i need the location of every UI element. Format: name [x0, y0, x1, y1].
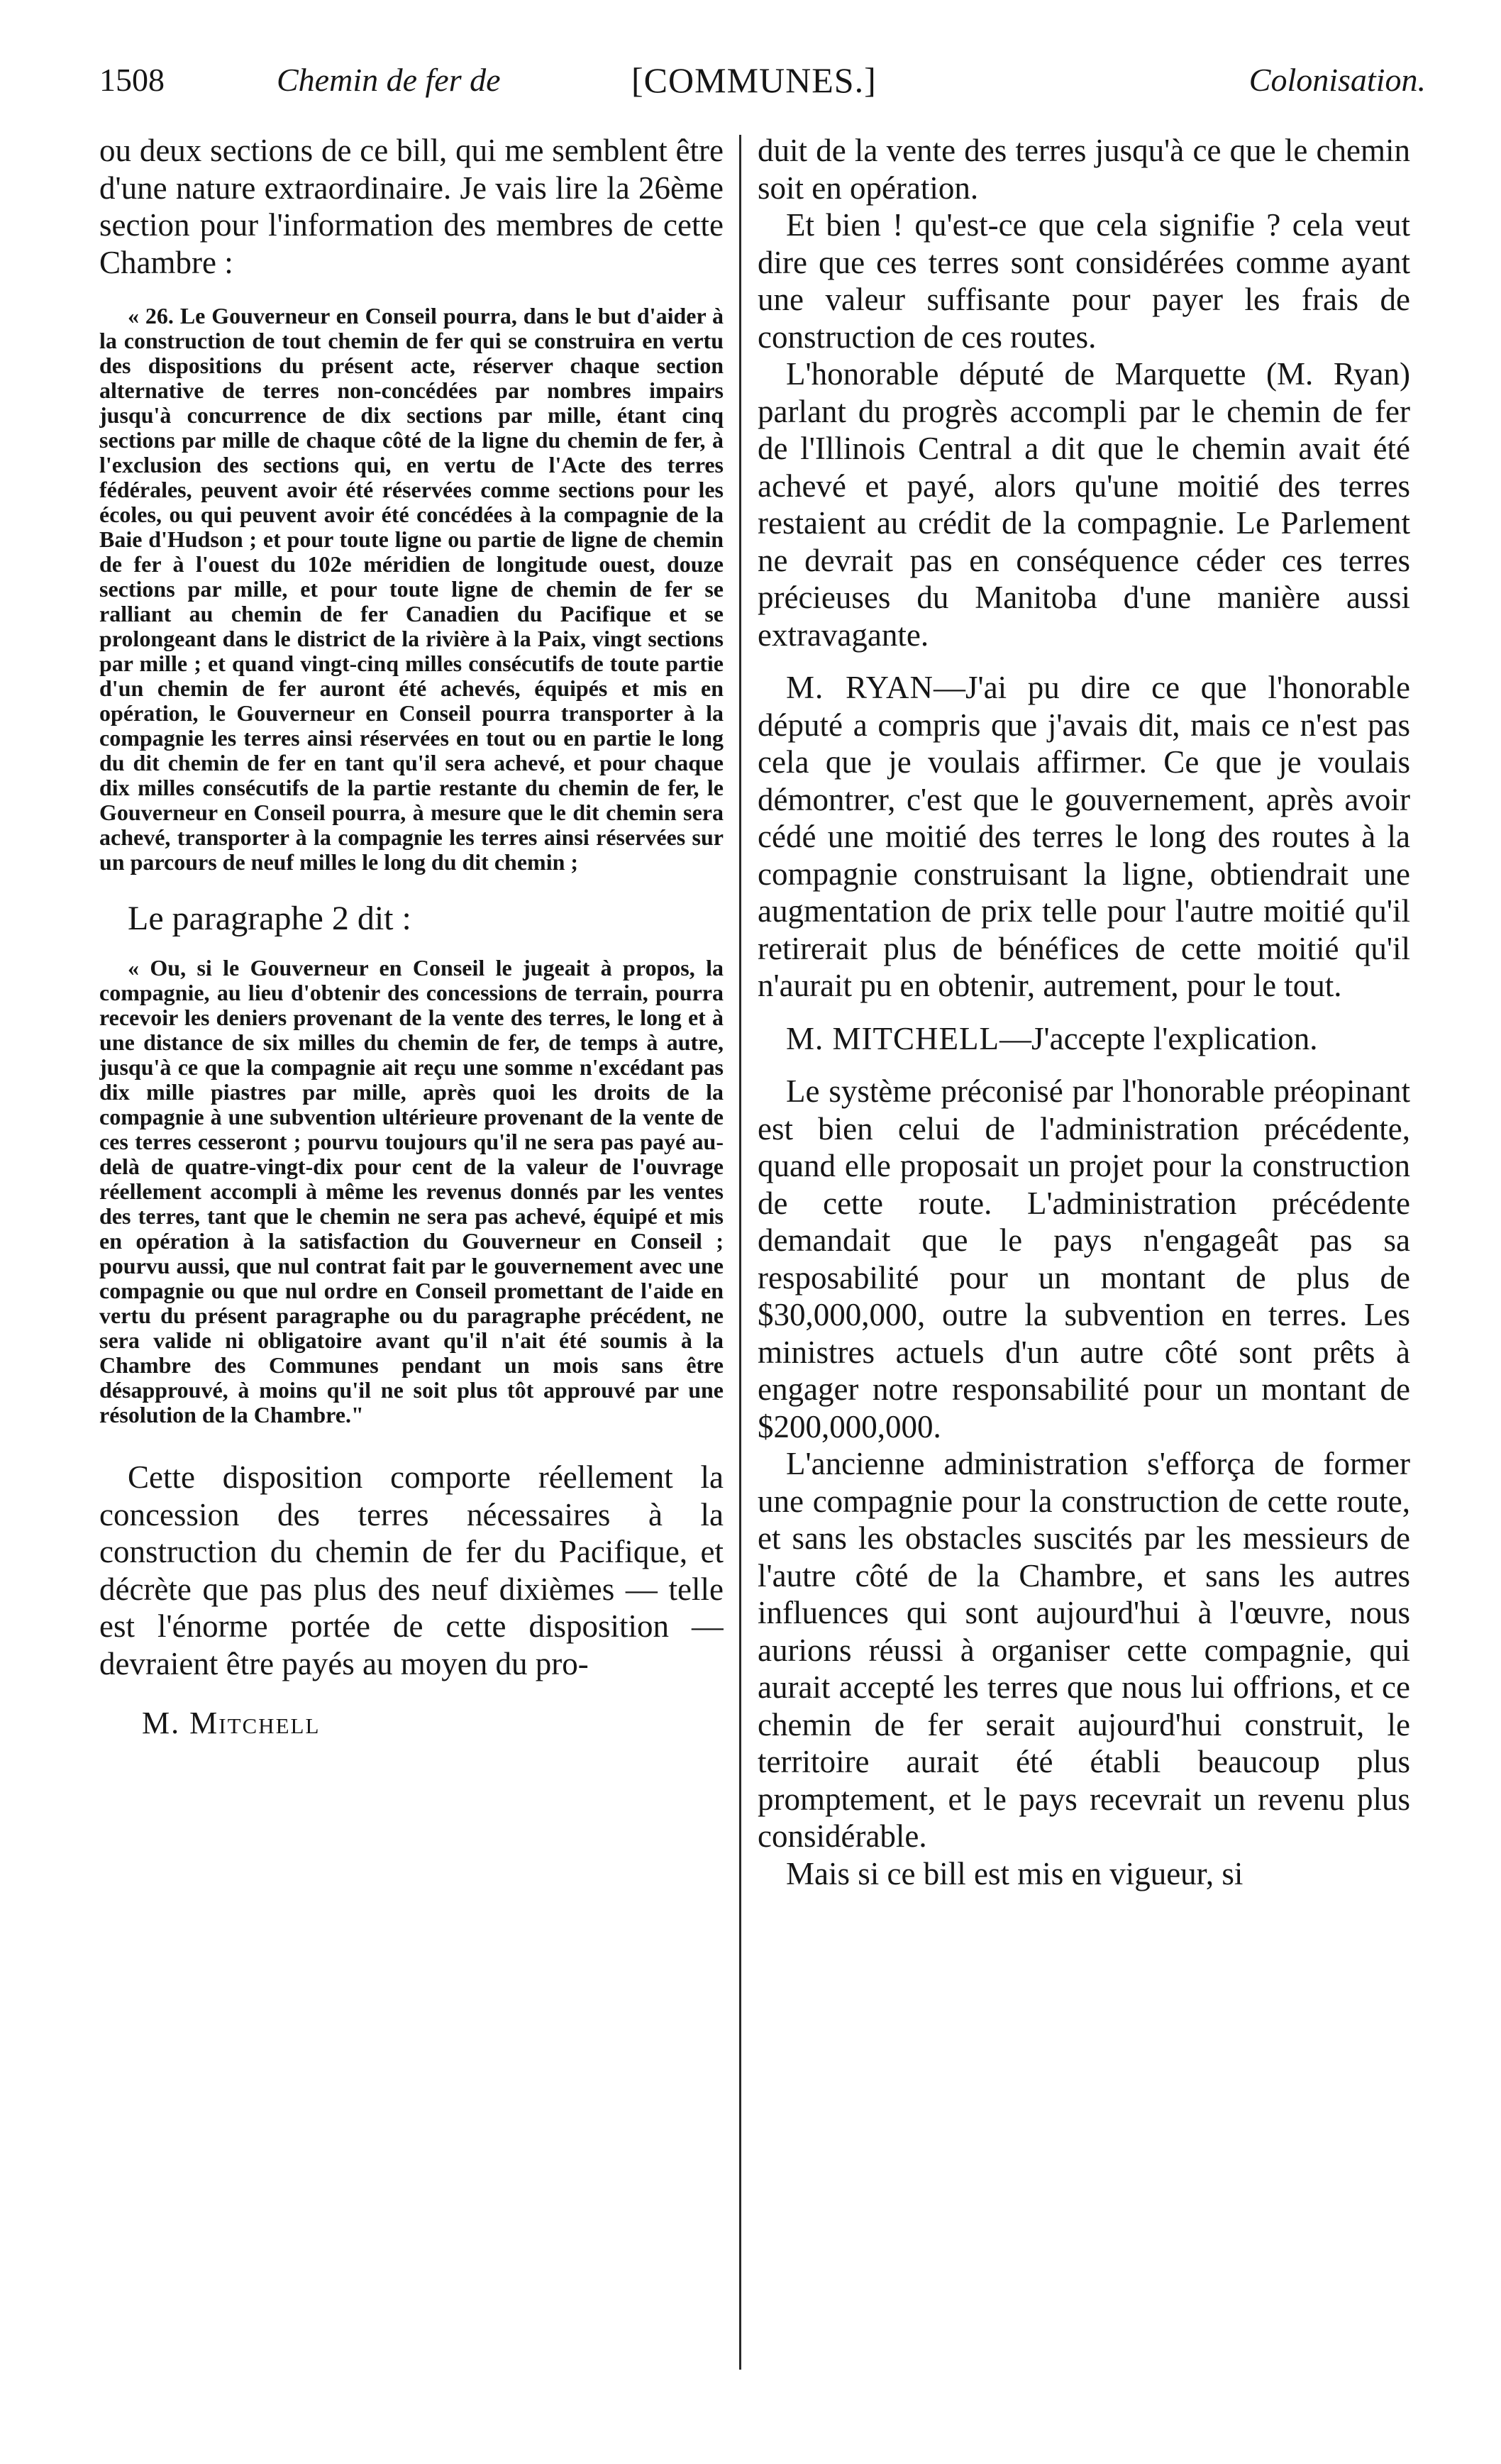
left-paragraph-2: Cette disposition comporte réellement la concession des terres nécessaires à la construction du chemin de fer du Pacifique, et décrète que pas plus des neuf dixièmes — telle est l'énorme portée de cette disposition — devraient être payés au moyen du pro- — [99, 1459, 724, 1681]
page-number: 1508 — [99, 62, 165, 98]
right-paragraph-7: L'ancienne administration s'efforça de former une compagnie pour la construction de cette route, et sans les obstacles suscités par les messieurs de l'autre côté de la Chambre, et sans les autres influences qui sont aujourd'hui à l'œuvre, nous aurions réussi à organiser cette compagnie, qui aurait accepté les terres que nous lui offrions, et ce chemin de fer serait aujourd'hui construit, le territoire aurait été établi beaucoup plus promptement, et le pays recevrait un revenu plus considérable. — [758, 1446, 1410, 1854]
left-paragraph-1: ou deux sections de ce bill, qui me semblent être d'une nature extraordinaire. Je vais lire la 26ème section pour l'information des membres de cette Chambre : — [99, 133, 724, 280]
right-paragraph-4 — [758, 669, 1410, 1005]
right-column — [758, 132, 1410, 2402]
speech-mitchell: —J'accepte l'explication. — [999, 1020, 1318, 1056]
column-divider — [739, 135, 741, 2370]
quoted-section-26: « 26. Le Gouverneur en Conseil pourra, dans le but d'aider à la construction de tout chemin de fer qui se construira en vertu des dispositions du présent acte, réserver chaque section alternative de terres non-concédées par nombres impairs jusqu'à concurrence de dix sections par mille, étant cinq sections par mille de chaque côté de la ligne du chemin de fer, à l'exclusion des sections qui, en vertu de l'Acte des terres fédérales, peuvent avoir été réservées comme sections pour les écoles, ou qui peuvent avoir été concédées à la compagnie de la Baie d'Hudson ; et pour toute ligne ou partie de ligne de chemin de fer à l'ouest du 102e méridien de longitude ouest, douze sections par mille, et pour toute ligne de chemin de fer se ralliant au chemin de fer Canadien du Pacifique et se prolongeant dans le district de la rivière à la Paix, vingt sections par mille ; et quand vingt-cinq milles consécutifs de toute partie d'un chemin de fer auront été achevés, équipés et mis en opération, le Gouverneur en Conseil pourra transporter à la compagnie les terres ainsi réservées en tout ou en partie le long du dit chemin de fer en tant qu'il sera achevé, et pour chaque dix milles consécutifs de la partie restante du chemin de fer, le Gouverneur en Conseil pourra, à mesure que le dit chemin sera achevé, transporter à la compagnie les terres ainsi réservées sur un parcours de neuf milles le long du dit chemin ; — [99, 303, 724, 875]
right-paragraph-5 — [758, 1020, 1410, 1058]
page-header — [99, 55, 1433, 105]
right-paragraph-8: Mais si ce bill est mis en vigueur, si — [786, 1855, 1244, 1891]
speaker-name-ryan: M. RYAN — [786, 670, 934, 705]
right-paragraph-1: duit de la vente des terres jusqu'à ce que le chemin soit en opération. — [758, 133, 1410, 206]
header-right-title: Colonisation. — [1248, 62, 1426, 98]
left-column — [99, 132, 724, 2402]
header-left-title: Chemin de fer de — [277, 62, 501, 98]
paragraph-intro: Le paragraphe 2 dit : — [128, 900, 411, 937]
speaker-footer-label: M. Mitchell — [142, 1706, 321, 1740]
speaker-name-mitchell: M. MITCHELL — [786, 1020, 999, 1056]
speech-ryan: —J'ai pu dire ce que l'honorable député a compris que j'avais dit, mais ce n'est pas cela que je voulais affirmer. Ce que je voulais démontrer, c'est que le gouvernement, après avoir cédé une moitié des terres le long des routes à la compagnie construisant la ligne, obtiendrait une augmentation de prix telle pour l'autre moitié qu'il retirerait plus de bénéfices de cette moitié qu'il n'aurait pu en obtenir, autrement, pour le tout. — [758, 670, 1410, 1003]
right-paragraph-6: Le système préconisé par l'honorable préopinant est bien celui de l'administration précédente, quand elle proposait un projet pour la construction de cette route. L'administration précédente demandait que le pays n'engageât pas sa resposabilité pour un montant de plus de $30,000,000, outre la subvention en terres. Les ministres actuels d'un autre côté sont prêts à engager notre responsabilité pour un montant de $200,000,000. — [758, 1073, 1410, 1444]
right-paragraph-3: L'honorable député de Marquette (M. Ryan) parlant du progrès accompli par le chemin de fer de l'Illinois Central a dit que le chemin avait été achevé et payé, alors qu'une moitié des terres restaient au crédit de la compagnie. Le Parlement ne devrait pas en conséquence céder ces terres précieuses du Manitoba d'une manière aussi extravagante. — [758, 356, 1410, 653]
header-center-title: [COMMUNES.] — [631, 60, 877, 100]
right-paragraph-2: Et bien ! qu'est-ce que cela signifie ? cela veut dire que ces terres sont considérées comme ayant une valeur suffisante pour payer les frais de construction de ces routes. — [758, 207, 1410, 355]
quoted-paragraph-2: « Ou, si le Gouverneur en Conseil le jugeait à propos, la compagnie, au lieu d'obtenir des concessions de terrain, pourra recevoir les deniers provenant de la vente des terres, le long et à une distance de six milles du chemin de fer, de temps à autre, jusqu'à ce que la compagnie ait reçu une somme n'excédant pas dix mille piastres par mille, après quoi les droits de la compagnie à une subvention ultérieure provenant de la vente de ces terres cesseront ; pourvu toujours qu'il ne sera pas payé au-delà de quatre-vingt-dix pour cent de la valeur de l'ouvrage réellement accompli à même les revenus donnés par les ventes des terres, tant que le chemin ne sera pas achevé, équipé et mis en opération à la satisfaction du Gouverneur en Conseil ; pourvu aussi, que nul contrat fait par le gouvernement avec une compagnie ou que nul ordre en Conseil promettant de l'aide en vertu du présent paragraphe ou du paragraphe précédent, ne sera valide ni obligatoire avant qu'il n'ait été soumis à la Chambre des Communes pendant un mois sans être désapprouvé, à moins qu'il ne soit plus tôt approuvé par une résolution de la Chambre." — [99, 955, 724, 1427]
